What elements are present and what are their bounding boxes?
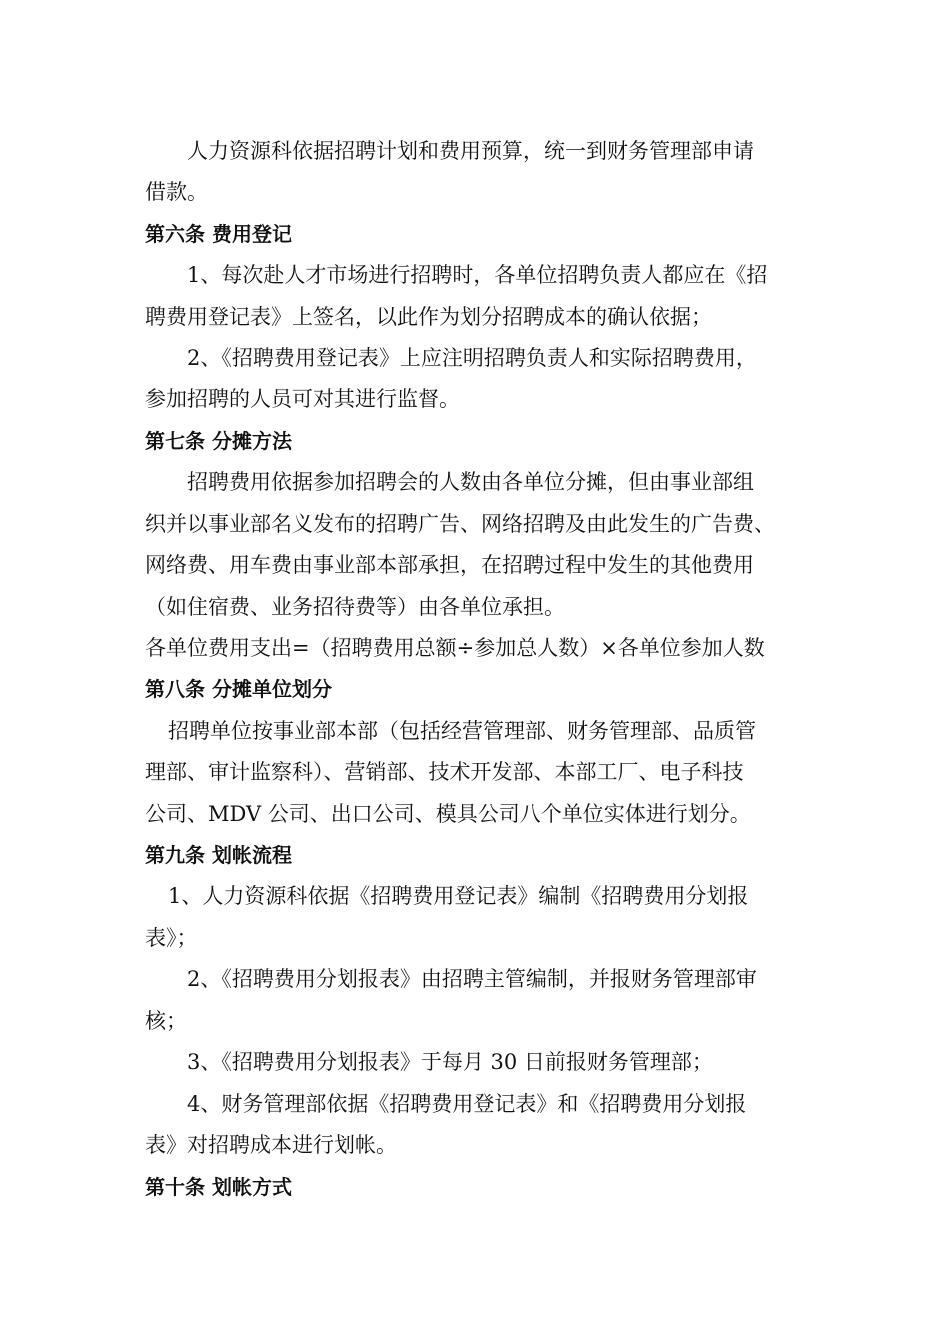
paragraph-line: 聘费用登记表》上签名，以此作为划分招聘成本的确认依据； xyxy=(145,305,712,329)
section-heading-article-10: 第十条 划帐方式 xyxy=(145,1175,292,1199)
paragraph-line: 1、人力资源科依据《招聘费用登记表》编制《招聘费用分划报 xyxy=(168,884,749,908)
section-heading-article-7: 第七条 分摊方法 xyxy=(145,429,292,453)
section-heading-article-6: 第六条 费用登记 xyxy=(145,222,292,246)
section-heading-article-9: 第九条 划帐流程 xyxy=(145,843,292,867)
paragraph-line: 2、《招聘费用登记表》上应注明招聘负责人和实际招聘费用， xyxy=(187,346,757,370)
paragraph-line: 招聘单位按事业部本部（包括经营管理部、财务管理部、品质管 xyxy=(168,719,756,743)
paragraph-line: 2、《招聘费用分划报表》由招聘主管编制，并报财务管理部审 xyxy=(187,967,757,991)
paragraph-line: 4、财务管理部依据《招聘费用登记表》和《招聘费用分划报 xyxy=(187,1092,747,1116)
paragraph-line: 借款。 xyxy=(145,180,208,204)
paragraph-line: 织并以事业部名义发布的招聘广告、网络招聘及由此发生的广告费、 xyxy=(145,512,775,536)
paragraph-line: 参加招聘的人员可对其进行监督。 xyxy=(145,387,460,411)
paragraph-line: （如住宿费、业务招待费等）由各单位承担。 xyxy=(145,595,565,619)
paragraph-line: 1、每次赴人才市场进行招聘时，各单位招聘负责人都应在《招 xyxy=(187,263,768,287)
paragraph-line: 表》； xyxy=(145,926,198,950)
section-heading-article-8: 第八条 分摊单位划分 xyxy=(145,677,332,701)
paragraph-line: 网络费、用车费由事业部本部承担，在招聘过程中发生的其他费用 xyxy=(145,553,754,577)
paragraph-line: 核； xyxy=(145,1009,187,1033)
paragraph-line: 招聘费用依据参加招聘会的人数由各单位分摊，但由事业部组 xyxy=(187,470,754,494)
paragraph-line: 公司、MDV 公司、出口公司、模具公司八个单位实体进行划分。 xyxy=(145,802,751,826)
paragraph-line: 表》对招聘成本进行划帐。 xyxy=(145,1133,397,1157)
paragraph-line: 人力资源科依据招聘计划和费用预算，统一到财务管理部申请 xyxy=(187,139,754,163)
paragraph-line: 3、《招聘费用分划报表》于每月 30 日前报财务管理部； xyxy=(187,1050,713,1074)
paragraph-line: 理部、审计监察科）、营销部、技术开发部、本部工厂、电子科技 xyxy=(145,760,744,784)
formula-line: 各单位费用支出=（招聘费用总额÷参加总人数）×各单位参加人数 xyxy=(145,636,765,660)
